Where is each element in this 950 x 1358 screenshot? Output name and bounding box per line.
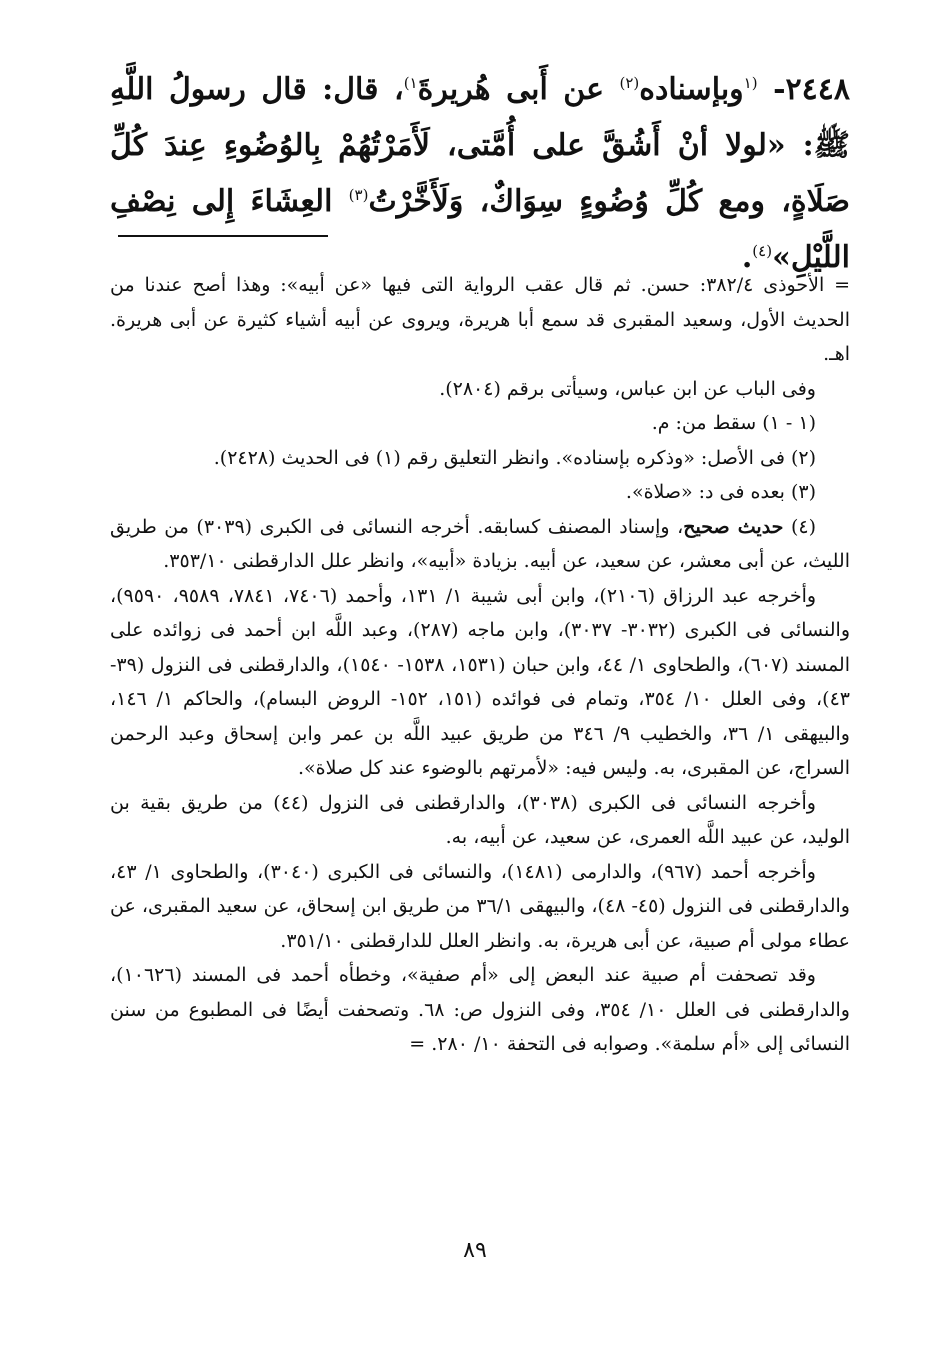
hadith-part-1: وبإسناده — [639, 72, 744, 107]
hadith-text — [110, 62, 850, 286]
note-bab: وفى الباب عن ابن عباس، وسيأتى برقم (٢٨٠٤). — [439, 377, 816, 400]
footnote-ref-1-close: ١) — [403, 74, 418, 92]
footnote-2: (٢) فى الأصل: «وذكره بإسناده». وانظر التعليق رقم (١) فى الحديث (٢٤٢٨). — [213, 446, 816, 469]
footnote-ref-1-open: (١ — [743, 74, 758, 92]
footnote-ref-4: (٤) — [752, 242, 773, 260]
footnote-4-para-a: وأخرجه عبد الرزاق (٢١٠٦)، وابن أبى شيبة ١/ ١٣١، وأحمد (٧٤٠٦، ٧٨٤١، ٩٥٨٩، ٩٥٩٠)، والنسائى فى الكبرى (٣٠٣٢- ٣٠٣٧)، وابن ماجه (٢٨٧)، وعبد اللَّه ابن أحمد فى زوائده على المسند (٦٠٧)، والطحاوى ١/ ٤٤، وابن حبان (١٥٣١، ١٥٣٨- ١٥٤٠)، والدارقطنى فى النزول (٣٩- ٤٣)، وفى العلل ١٠/ ٣٥٤، وتمام فى فوائده (١٥١، ١٥٢- الروض البسام)، والحاكم ١/ ١٤٦، والبيهقى ١/ ٣٦، والخطيب ٩/ ٣٤٦ من طريق عبيد اللَّه بن عمر وابن إسحاق وعبد الرحمن السراج، عن المقبرى، به. وليس فيه: «لأمرتهم بالوضوء عند كل صلاة». — [110, 584, 851, 779]
footnote-ref-2: (٢) — [619, 74, 640, 92]
page-number: ٨٩ — [463, 1238, 487, 1263]
hadith-part-4: العِشَاءَ إِلى نِصْفِ اللَّيْلِ» — [110, 184, 850, 275]
footnote-3: (٣) بعده فى د: «صلاة». — [625, 481, 816, 503]
footnote-1: (١ - ١) سقط من: م. — [651, 412, 816, 434]
hadith-part-3: ، قال: قال رسولُ اللَّهِ ﷺ: «لولا أنْ أَشُقَّ على أُمَّتى، لَأَمَرْتُهُمْ بِالوُضُوءِ عِندَ كُلِّ صَلَاةٍ، ومع كُلِّ وُضُوءٍ سِوَاكٌ، وَلَأَخَّرْتُ — [110, 72, 850, 219]
footnote-ref-3: (٣) — [348, 186, 369, 204]
note-continuation: = الأحوذى ٣٨٢/٤: حسن. ثم قال عقب الرواية التى فيها «عن أبيه»: وهذا أصح عندنا من الحديث الأول، وسعيد المقبرى قد سمع أبا هريرة، ويروى عن أبيه أشياء كثيرة عن أبى هريرة. اهـ. — [110, 274, 850, 365]
footnote-4 — [110, 510, 850, 579]
footnote-4-para-d: وقد تصحفت أم صبية عند البعض إلى «أم صفية»، وخطأه أحمد فى المسند (١٠٦٢٦)، والدارقطنى فى العلل ١٠/ ٣٥٤، وفى النزول ص: ٦٨. وتصحفت أيضًا فى المطبوع من سنن النسائى إلى «أم سلمة». وصوابه فى التحفة ١٠/ ٢٨٠. = — [110, 964, 850, 1055]
footnote-4-para-c: وأخرجه أحمد (٩٦٧)، والدارمى (١٤٨١)، والنسائى فى الكبرى (٣٠٤٠)، والطحاوى ١/ ٤٣، والدارقطنى فى النزول (٤٥- ٤٨)، والبيهقى ٣٦/١ من طريق ابن إسحاق، عن سعيد المقبرى، عن عطاء مولى أم صبية، عن أبى هريرة، به. وانظر العلل للدارقطنى ٣٥١/١٠. — [110, 860, 850, 952]
hadith-number: ٢٤٤٨- — [773, 72, 850, 107]
footnote-divider — [118, 235, 328, 237]
footnote-4-text: ، وإسناد المصنف كسابقه. أخرجه النسائى فى الكبرى (٣٠٣٩) من طريق الليث، عن أبى معشر، عن سعيد، عن أبيه. بزيادة «أبيه»، وانظر علل الدارقطنى ٣٥٣/١٠. — [110, 515, 850, 572]
footnotes — [110, 268, 850, 1062]
footnote-4-grade: حديث صحيح — [683, 515, 784, 538]
footnote-4-para-b: وأخرجه النسائى فى الكبرى (٣٠٣٨)، والدارقطنى فى النزول (٤٤) من طريق بقية بن الوليد، عن عبيد اللَّه العمرى، عن سعيد، عن أبيه، به. — [110, 791, 850, 848]
hadith-part-2: عن أَبى هُريرةَ — [417, 72, 620, 107]
hadith-part-5: . — [741, 240, 753, 275]
footnote-4-label: (٤) — [783, 515, 816, 538]
